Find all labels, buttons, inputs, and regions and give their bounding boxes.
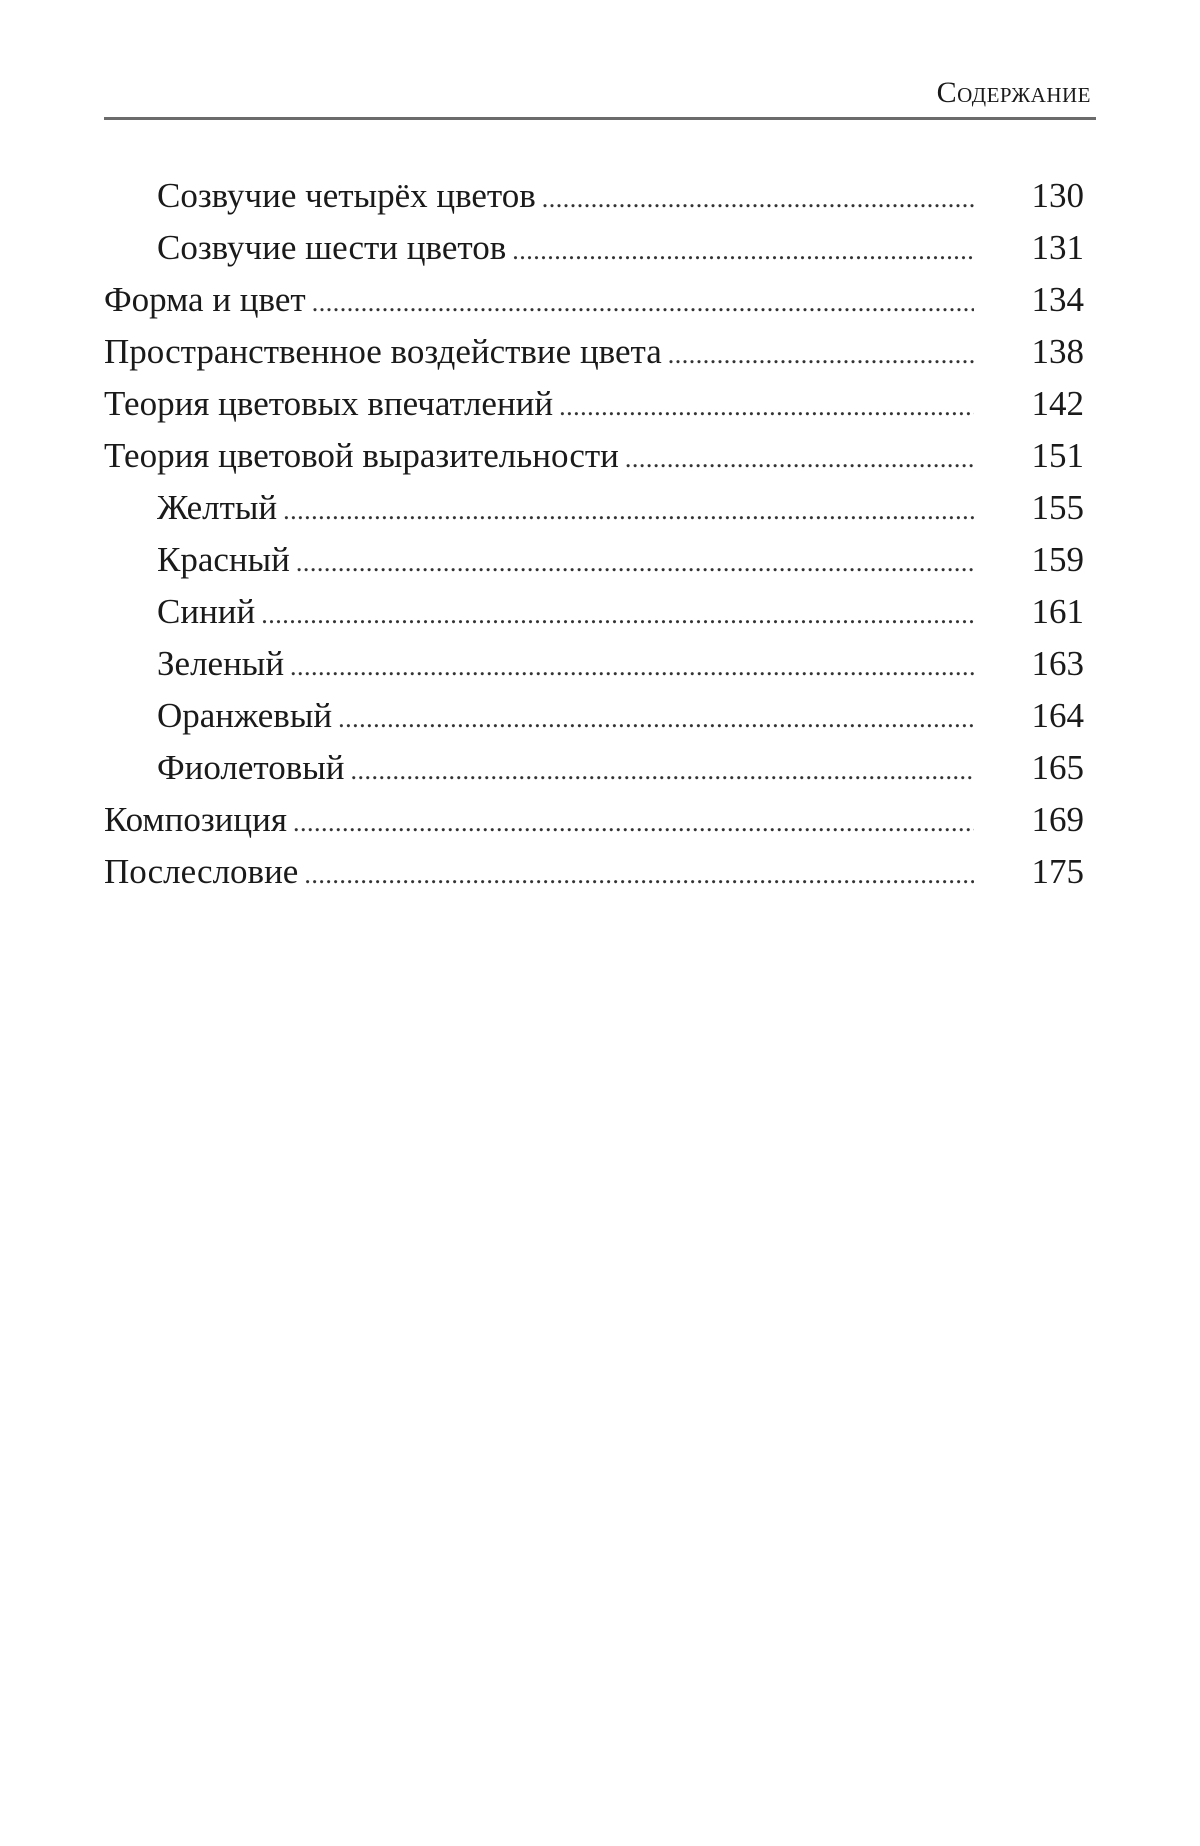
toc-entry-title: Послесловие: [104, 852, 299, 891]
toc-entry-title: Оранжевый: [157, 696, 333, 735]
toc-entry-page: 163: [1031, 644, 1084, 683]
table-of-contents: [104, 170, 1084, 898]
toc-entry[interactable]: [104, 534, 1084, 586]
toc-entry-title: Композиция: [104, 800, 287, 839]
toc-dot-leader: [290, 641, 974, 693]
toc-entry-page: 131: [1031, 228, 1084, 267]
toc-entry[interactable]: [104, 274, 1084, 326]
toc-entry-title: Красный: [157, 540, 290, 579]
toc-entry-title: Созвучие шести цветов: [157, 228, 507, 267]
toc-entry-title: Зеленый: [157, 644, 285, 683]
toc-entry-page: 138: [1031, 332, 1084, 371]
toc-entry[interactable]: [104, 586, 1084, 638]
toc-dot-leader: [625, 433, 974, 485]
toc-entry-title: Теория цветовой выразительности: [104, 436, 619, 475]
toc-entry[interactable]: [104, 430, 1084, 482]
toc-dot-leader: [293, 797, 974, 849]
toc-entry-page: 164: [1031, 696, 1084, 735]
toc-entry-page: 151: [1031, 436, 1084, 475]
toc-entry[interactable]: [104, 742, 1084, 794]
toc-entry-page: 155: [1031, 488, 1084, 527]
toc-entry-page: 159: [1031, 540, 1084, 579]
toc-dot-leader: [668, 329, 974, 381]
toc-entry-title: Созвучие четырёх цветов: [157, 176, 536, 215]
toc-entry-title: Желтый: [157, 488, 278, 527]
toc-entry[interactable]: [104, 482, 1084, 534]
toc-dot-leader: [512, 225, 974, 277]
toc-entry-page: 169: [1031, 800, 1084, 839]
toc-entry-title: Пространственное воздействие цвета: [104, 332, 662, 371]
toc-dot-leader: [351, 745, 974, 797]
toc-entry-page: 161: [1031, 592, 1084, 631]
toc-entry-page: 130: [1031, 176, 1084, 215]
toc-dot-leader: [304, 849, 974, 901]
toc-entry-page: 165: [1031, 748, 1084, 787]
toc-dot-leader: [559, 381, 974, 433]
toc-entry[interactable]: [104, 794, 1084, 846]
toc-dot-leader: [312, 277, 974, 329]
running-header: Содержание: [936, 76, 1091, 109]
toc-dot-leader: [283, 485, 974, 537]
toc-dot-leader: [296, 537, 974, 589]
toc-entry-title: Форма и цвет: [104, 280, 306, 319]
toc-entry-page: 142: [1031, 384, 1084, 423]
toc-dot-leader: [542, 173, 974, 225]
toc-entry[interactable]: [104, 378, 1084, 430]
toc-entry[interactable]: [104, 222, 1084, 274]
toc-entry[interactable]: [104, 326, 1084, 378]
toc-dot-leader: [261, 589, 974, 641]
toc-entry[interactable]: [104, 846, 1084, 898]
toc-entry-title: Теория цветовых впечатлений: [104, 384, 554, 423]
toc-entry-page: 134: [1031, 280, 1084, 319]
toc-entry[interactable]: [104, 638, 1084, 690]
toc-entry-page: 175: [1031, 852, 1084, 891]
toc-dot-leader: [338, 693, 974, 745]
header-rule: [104, 117, 1096, 120]
toc-entry-title: Фиолетовый: [157, 748, 345, 787]
toc-entry[interactable]: [104, 690, 1084, 742]
toc-entry[interactable]: [104, 170, 1084, 222]
toc-entry-title: Синий: [157, 592, 256, 631]
